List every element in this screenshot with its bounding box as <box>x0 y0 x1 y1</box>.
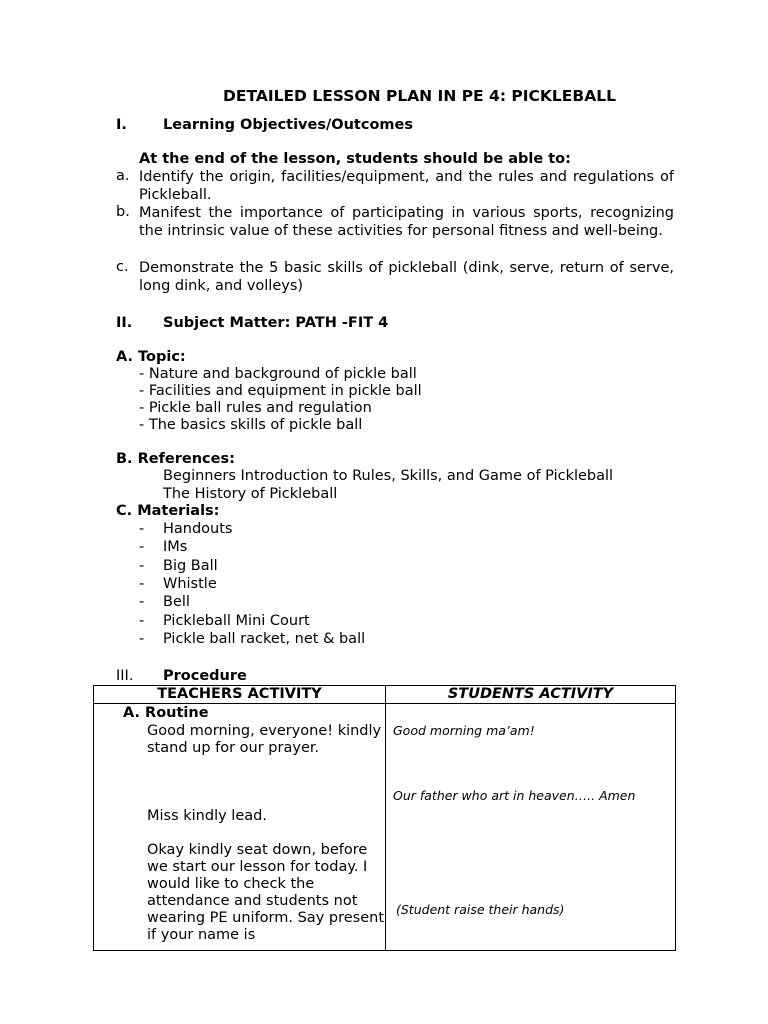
material-item: Pickle ball racket, net & ball <box>163 631 366 647</box>
objective-a-marker: a. <box>116 168 130 184</box>
material-item: IMs <box>163 539 188 555</box>
reference-item: Beginners Introduction to Rules, Skills, and Game of Pickleball <box>163 468 614 484</box>
section-1-numeral: I. <box>116 117 127 133</box>
section-3-heading: Procedure <box>163 668 247 684</box>
bullet-dash: - <box>139 521 145 537</box>
procedure-row <box>94 704 676 951</box>
topic-item: - Nature and background of pickle ball <box>139 366 417 382</box>
procedure-table <box>93 685 676 951</box>
material-item: Pickleball Mini Court <box>163 613 310 629</box>
material-item: Whistle <box>163 576 217 592</box>
objective-a-text: Identify the origin, facilities/equipment, and the rules and regulations of Pickleball. <box>139 169 674 204</box>
objective-c-text: Demonstrate the 5 basic skills of pickleball (dink, serve, return of serve, long dink, and volleys) <box>139 260 674 295</box>
teacher-line: Okay kindly seat down, before we start our lesson for today. I would like to check the attendance and students not wearing PE uniform. Say present if your name is <box>147 842 385 943</box>
section-3-numeral: III. <box>116 668 134 684</box>
topic-label: A. Topic: <box>116 349 186 365</box>
student-activity-cell <box>386 704 676 951</box>
routine-label: A. Routine <box>123 705 209 721</box>
teacher-line: Good morning, everyone! kindly stand up for our prayer. <box>147 723 382 756</box>
objective-c-marker: c. <box>116 259 129 275</box>
student-response: Good morning ma’am! <box>393 723 535 738</box>
teachers-activity-header: TEACHERS ACTIVITY <box>94 686 386 704</box>
bullet-dash: - <box>139 631 145 647</box>
section-1-heading: Learning Objectives/Outcomes <box>163 117 413 133</box>
section-2-numeral: II. <box>116 315 133 331</box>
objective-b-marker: b. <box>116 204 130 220</box>
student-response: (Student raise their hands) <box>396 902 565 917</box>
section-2-heading: Subject Matter: PATH -FIT 4 <box>163 315 389 331</box>
bullet-dash: - <box>139 558 145 574</box>
material-item: Bell <box>163 594 190 610</box>
topic-item: - Pickle ball rules and regulation <box>139 400 372 416</box>
teacher-line: Miss kindly lead. <box>147 808 267 824</box>
student-response: Our father who art in heaven….. Amen <box>393 788 636 803</box>
teacher-activity-cell <box>94 704 386 951</box>
bullet-dash: - <box>139 576 145 592</box>
procedure-header-row <box>94 686 676 704</box>
topic-item: - The basics skills of pickle ball <box>139 417 363 433</box>
reference-item: The History of Pickleball <box>163 486 338 502</box>
material-item: Handouts <box>163 521 233 537</box>
bullet-dash: - <box>139 594 145 610</box>
students-activity-header: STUDENTS ACTIVITY <box>386 686 676 704</box>
materials-label: C. Materials: <box>116 503 220 519</box>
objectives-intro: At the end of the lesson, students should be able to: <box>139 151 571 167</box>
references-label: B. References: <box>116 451 235 467</box>
material-item: Big Ball <box>163 558 218 574</box>
topic-item: - Facilities and equipment in pickle ball <box>139 383 422 399</box>
bullet-dash: - <box>139 539 145 555</box>
objective-b-text: Manifest the importance of participating in various sports, recognizing the intrinsic value of these activities for personal fitness and well-being. <box>139 205 674 240</box>
bullet-dash: - <box>139 613 145 629</box>
page-title: DETAILED LESSON PLAN IN PE 4: PICKLEBALL <box>223 87 616 105</box>
